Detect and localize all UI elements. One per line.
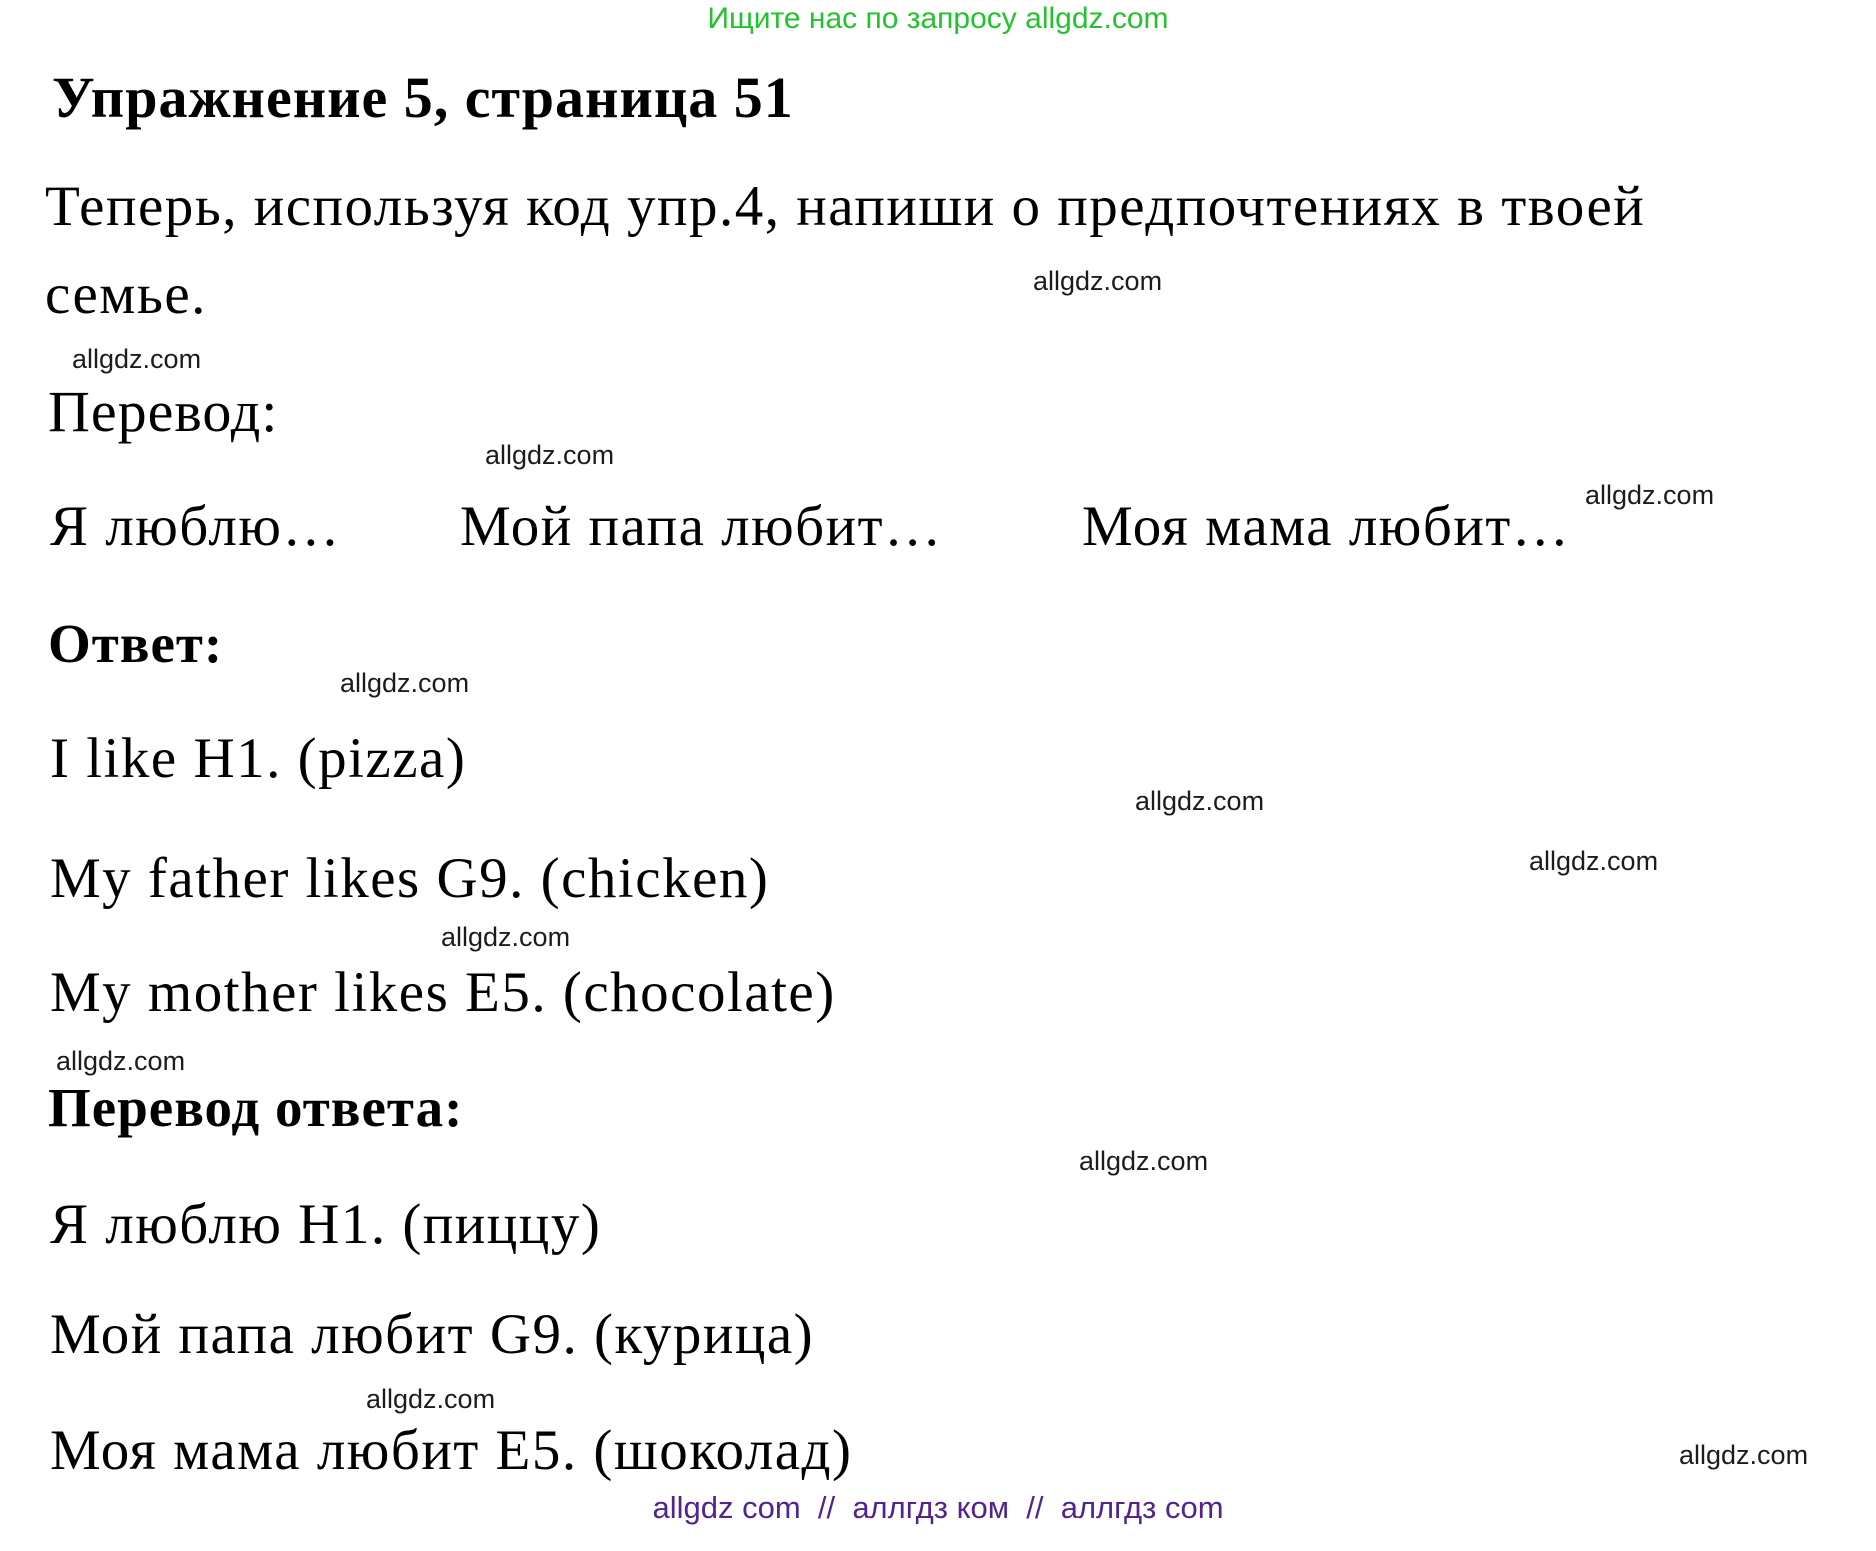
page-title: Упражнение 5, страница 51: [52, 65, 794, 130]
watermark-allgdz: allgdz.com: [1033, 266, 1163, 296]
answer-line: My father likes G9. (chicken): [50, 847, 770, 910]
translation-heading: Перевод:: [48, 379, 279, 444]
translation-item: Моя мама любит…: [1082, 495, 1571, 558]
watermark-allgdz: allgdz.com: [485, 440, 615, 470]
answer-translation-line: Мой папа любит G9. (курица): [50, 1303, 815, 1366]
answer-translation-heading: Перевод ответа:: [48, 1077, 464, 1138]
watermark-allgdz: allgdz.com: [366, 1384, 496, 1414]
watermark-allgdz: allgdz.com: [1079, 1146, 1209, 1176]
answer-line: I like H1. (pizza): [50, 727, 467, 790]
translation-item: Я люблю…: [50, 495, 341, 558]
task-text-line-1: Теперь, используя код упр.4, напиши о предпочтениях в твоей: [45, 175, 1646, 238]
answer-heading: Ответ:: [48, 613, 224, 674]
answer-line: My mother likes E5. (chocolate): [50, 961, 836, 1024]
translation-item: Мой папа любит…: [460, 495, 943, 558]
watermark-allgdz: allgdz.com: [1135, 786, 1265, 816]
watermark-allgdz: allgdz.com: [1585, 480, 1715, 510]
answer-translation-line: Я люблю H1. (пиццу): [50, 1193, 602, 1256]
task-text-line-2: семье.: [45, 263, 207, 326]
answer-translation-line: Моя мама любит E5. (шоколад): [50, 1419, 853, 1482]
watermark-allgdz: allgdz.com: [1679, 1440, 1809, 1470]
watermark-allgdz: allgdz.com: [1529, 846, 1659, 876]
watermark-allgdz: allgdz.com: [72, 344, 202, 374]
search-hint-banner: Ищите нас по запросу allgdz.com: [707, 2, 1169, 35]
footer-sites: allgdz com // аллгдз ком // аллгдз com: [652, 1490, 1224, 1525]
watermark-allgdz: allgdz.com: [441, 922, 571, 952]
watermark-allgdz: allgdz.com: [340, 668, 470, 698]
watermark-allgdz: allgdz.com: [56, 1046, 186, 1076]
